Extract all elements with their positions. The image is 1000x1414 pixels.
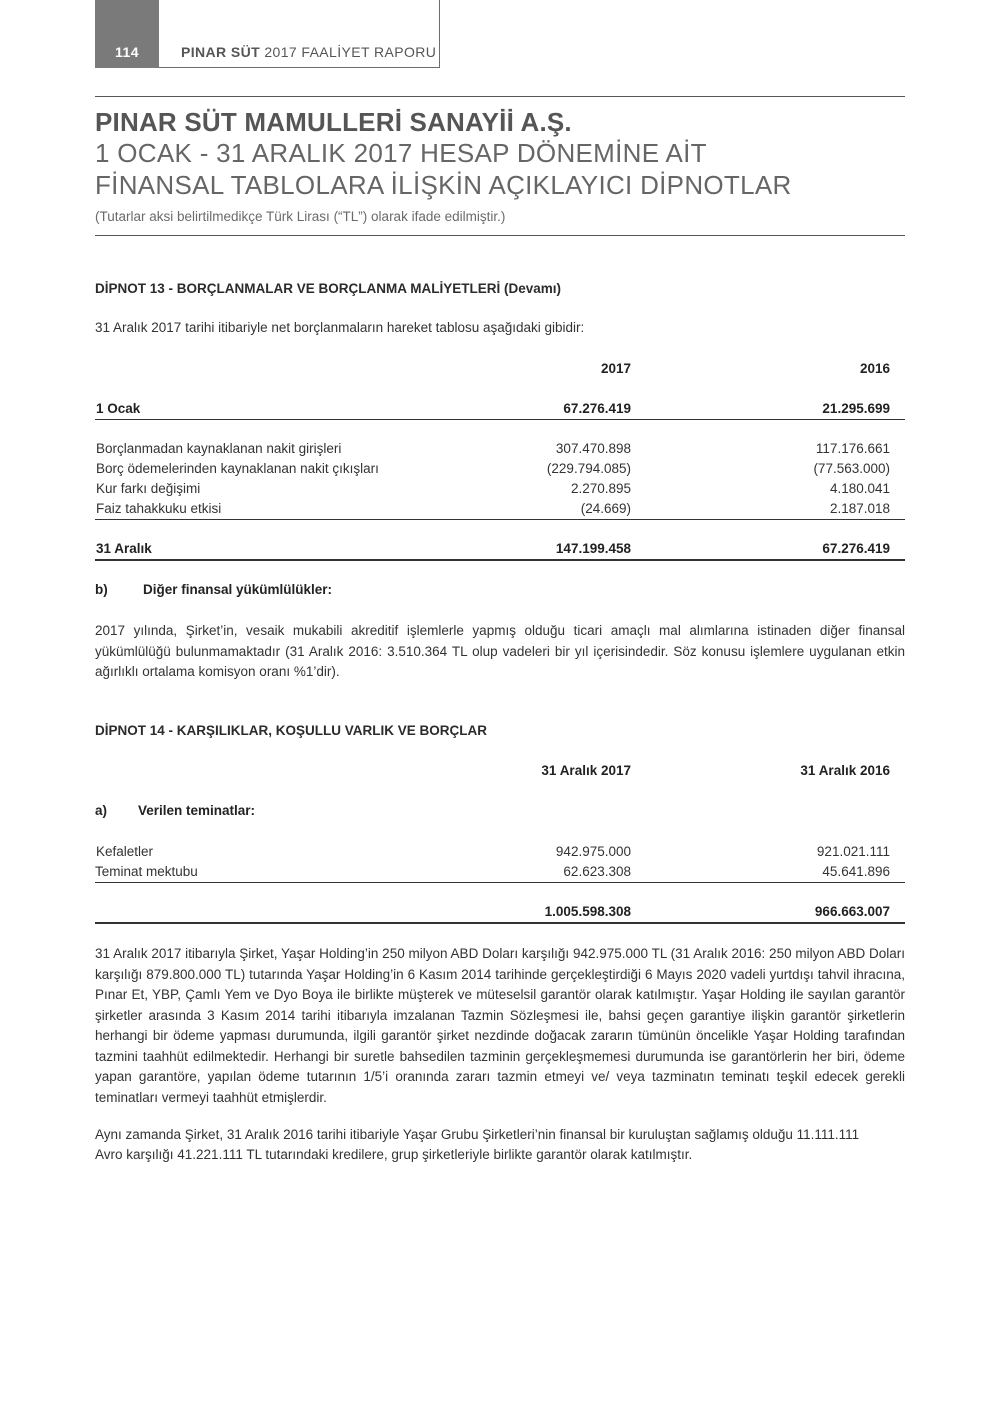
value-2016: 67.276.419 (822, 541, 890, 556)
value-2017: 62.623.308 (563, 864, 631, 879)
row-label: Borçlanmadan kaynaklanan nakit girişleri (96, 441, 342, 456)
row-label: 1 Ocak (96, 401, 141, 416)
closing-double-rule (95, 559, 905, 561)
title-bottom-rule (95, 235, 905, 236)
opening-underline (95, 419, 905, 420)
value-2016: 921.021.111 (816, 844, 890, 859)
value-2017: 307.470.898 (555, 441, 631, 456)
subsection-a-title: Verilen teminatlar: (138, 803, 256, 818)
row-label: Borç ödemelerinden kaynaklanan nakit çıkışları (96, 461, 379, 476)
note13-col-2016: 2016 (859, 361, 890, 376)
table-row-opening (95, 401, 905, 421)
company-name: PINAR SÜT MAMULLERİ SANAYİİ A.Ş. (95, 107, 572, 137)
table-row (95, 461, 905, 481)
value-2017: 147.199.458 (555, 541, 631, 556)
subtotal-rule (95, 882, 905, 883)
value-2017: 67.276.419 (563, 401, 631, 416)
total-double-rule (95, 922, 905, 924)
note13-b-paragraph: 2017 yılında, Şirket’in, vesaik mukabili akreditif işlemlerle yapmış olduğu ticari amaçlı mal alımlarına istinaden diğer finansal yükümlülüğü bulunmamaktadır (31 Aralık 2016: 3.510.364 TL olup vadeleri bir yıl içerisindedir. Söz konusu işlemlere uygulanan etkin ağırlıklı ortalama komisyon oranı %1’dir). (95, 623, 905, 679)
table-row-total (95, 904, 905, 924)
row-label: 31 Aralık (96, 541, 152, 556)
value-2016: 21.295.699 (822, 401, 890, 416)
subtotal-rule (95, 519, 905, 520)
table-row (95, 501, 905, 521)
subsection-b-title: Diğer finansal yükümlülükler: (143, 582, 333, 597)
subsection-a-letter: a) (95, 803, 108, 818)
row-label: Kur farkı değişimi (96, 481, 201, 496)
value-2016: 4.180.041 (829, 481, 890, 496)
value-2017: 942.975.000 (555, 844, 631, 859)
note14-column-headers (95, 763, 905, 783)
note14-heading: DİPNOT 14 - KARŞILIKLAR, KOŞULLU VARLIK VE BORÇLAR (95, 723, 488, 738)
note14-paragraph2-line1: Aynı zamanda Şirket, 31 Aralık 2016 tarihi itibariyle Yaşar Grubu Şirketleri’nin finansal bir kuruluştan sağlamış olduğu 11.111.111 (95, 1127, 860, 1142)
value-2016: 45.641.896 (822, 864, 890, 879)
row-label: Kefaletler (96, 844, 154, 859)
running-header-report: 2017 FAALİYET RAPORU (264, 44, 437, 60)
document-title-line2: FİNANSAL TABLOLARA İLİŞKİN AÇIKLAYICI DİPNOTLAR (95, 170, 792, 200)
value-2017: (24.669) (580, 501, 631, 516)
subsection-b-letter: b) (95, 582, 108, 597)
value-2016: 2.187.018 (829, 501, 890, 516)
value-2016: 117.176.661 (815, 441, 890, 456)
note13-col-2017: 2017 (600, 361, 631, 376)
note14-col-2016: 31 Aralık 2016 (800, 763, 890, 778)
note13-column-headers (95, 361, 905, 381)
note13-intro: 31 Aralık 2017 tarihi itibariyle net borçlanmaların hareket tablosu aşağıdaki gibidir: (95, 320, 585, 335)
note13-heading: DİPNOT 13 - BORÇLANMALAR VE BORÇLANMA MALİYETLERİ (Devamı) (95, 281, 562, 296)
running-header (181, 44, 436, 60)
value-2016: (77.563.000) (813, 461, 890, 476)
table-row-closing (95, 541, 905, 561)
table-row (95, 481, 905, 501)
value-2017: 1.005.598.308 (544, 904, 631, 919)
title-top-rule (95, 96, 905, 97)
note14-paragraph2-line2: Avro karşılığı 41.221.111 TL tutarındaki kredilere, grup şirketleriyle birlikte garantör olarak katılmıştır. (95, 1147, 693, 1162)
value-2017: 2.270.895 (570, 481, 631, 496)
table-row (95, 844, 905, 864)
note14-col-2017: 31 Aralık 2017 (541, 763, 631, 778)
table-row (95, 441, 905, 461)
currency-note: (Tutarlar aksi belirtilmedikçe Türk Lirası (“TL”) olarak ifade edilmiştir.) (95, 209, 506, 224)
running-header-brand: PINAR SÜT (181, 44, 261, 60)
row-label: Teminat mektubu (95, 864, 198, 879)
table-row (95, 864, 905, 884)
note14-guarantee-paragraph: 31 Aralık 2017 itibarıyla Şirket, Yaşar Holding’in 250 milyon ABD Doları karşılığı 942.975.000 TL (31 Aralık 2016: 250 milyon ABD Doları karşılığı 879.800.000 TL) tutarında Yaşar Holding’in 6 Kasım 2014 tarihinde gerçekleştirdiği 6 Mayıs 2020 vadeli yurtdışı tahvil ihracına, Pınar Et, YBP, Çamlı Yem ve Dyo Boya ile birlikte müşterek ve müteselsil garantör olarak katılmıştır. Yaşar Holding ile sayılan garantör şirketler arasında 3 Kasım 2014 tarihi itibarıyla imzalanan Tazmin Sözleşmesi ile, bahsi geçen garantiye ilişkin garantör şirketlerin herhangi bir ödeme yapması durumunda, ilgili garantör şirket nezdinde doğacak zararın tümünün öncelikle Yaşar Holding tarafından tazmini taahhüt edilmektedir. Herhangi bir suretle bahsedilen tazminin gerçekleşmemesi durumunda ise garantörlerin her biri, ödeme yapan garantöre, yapılan ödeme tutarının 1/5’i oranında zararı tazmin etmeyi ve/ veya tazminatın teminatı teşkil edecek gerekli teminatları vermeyi taahhüt etmişlerdir. (95, 946, 905, 1105)
value-2017: (229.794.085) (546, 461, 631, 476)
row-label: Faiz tahakkuku etkisi (96, 501, 222, 516)
value-2016: 966.663.007 (814, 904, 890, 919)
page-number: 114 (114, 44, 140, 60)
document-title-line1: 1 OCAK - 31 ARALIK 2017 HESAP DÖNEMİNE AİT (95, 138, 707, 168)
